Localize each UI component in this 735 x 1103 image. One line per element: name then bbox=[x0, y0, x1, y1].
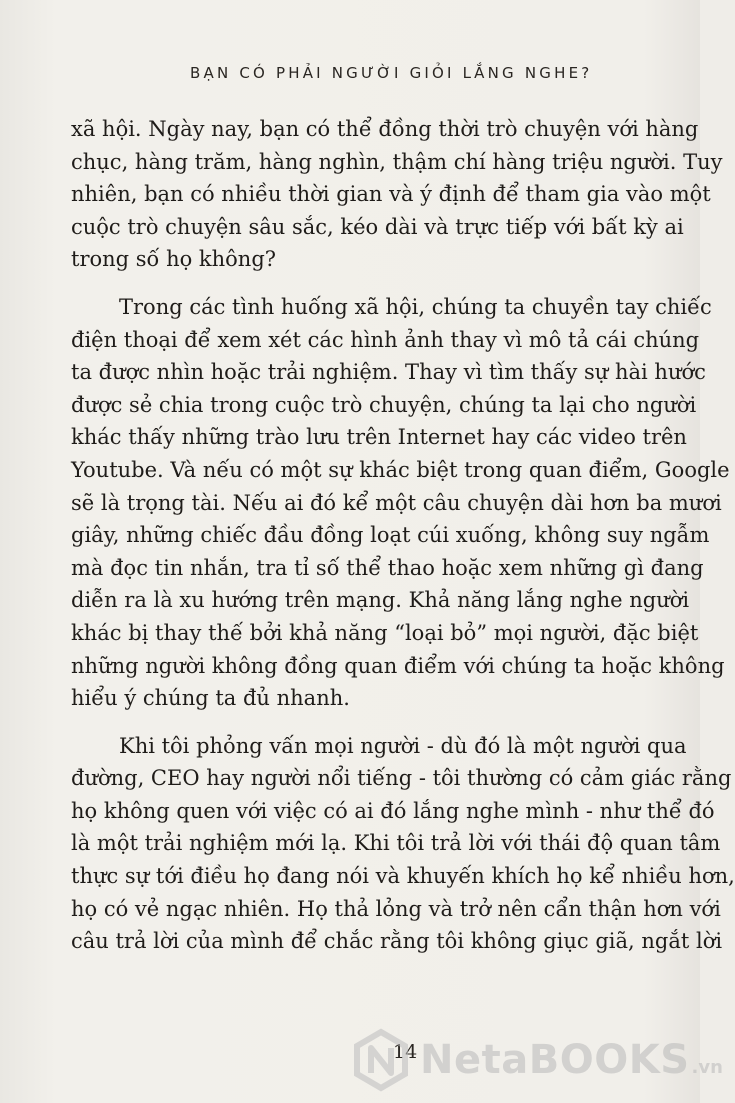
watermark-suffix: .vn bbox=[691, 1056, 723, 1078]
watermark bbox=[350, 1024, 723, 1096]
text-line: câu trả lời của mình để chắc rằng tôi không giục giã, ngắt lời bbox=[71, 929, 723, 954]
text-line: điện thoại để xem xét các hình ảnh thay vì mô tả cái chúng bbox=[71, 327, 700, 352]
text-line: Youtube. Và nếu có một sự khác biệt trong quan điểm, Google bbox=[71, 457, 730, 482]
text-line: họ có vẻ ngạc nhiên. Họ thả lỏng và trở nên cẩn thận hơn với bbox=[71, 896, 721, 921]
text-line: thực sự tới điều họ đang nói và khuyến khích họ kể nhiều hơn, bbox=[71, 864, 735, 889]
text-line: giây, những chiếc đầu đồng loạt cúi xuống, không suy ngẫm bbox=[71, 523, 710, 548]
text-line: khác bị thay thế bởi khả năng “loại bỏ” mọi người, đặc biệt bbox=[71, 620, 699, 645]
text-line: xã hội. Ngày nay, bạn có thể đồng thời trò chuyện với hàng bbox=[71, 117, 699, 141]
text-line: trong số họ không? bbox=[71, 247, 277, 272]
text-line: nhiên, bạn có nhiều thời gian và ý định để tham gia vào một bbox=[71, 182, 711, 207]
text-line: khác thấy những trào lưu trên Internet hay các video trên bbox=[71, 425, 687, 450]
text-line: mà đọc tin nhắn, tra tỉ số thể thao hoặc xem những gì đang bbox=[71, 555, 704, 580]
text-line: Khi tôi phỏng vấn mọi người - dù đó là một người qua bbox=[119, 733, 687, 758]
text-line: những người không đồng quan điểm với chúng ta hoặc không bbox=[71, 653, 725, 678]
running-header: BẠN CÓ PHẢI NGƯỜI GIỎI LẮNG NGHE? bbox=[190, 64, 593, 82]
neta-n-hexagon-icon bbox=[350, 1029, 412, 1091]
text-line: đường, CEO hay người nổi tiếng - tôi thường có cảm giác rằng bbox=[71, 766, 732, 791]
text-line: diễn ra là xu hướng trên mạng. Khả năng lắng nghe người bbox=[71, 588, 690, 613]
text-line: là một trải nghiệm mới lạ. Khi tôi trả lời với thái độ quan tâm bbox=[71, 831, 721, 856]
body-text bbox=[71, 113, 735, 958]
text-line: họ không quen với việc có ai đó lắng nghe mình - như thể đó bbox=[71, 798, 715, 823]
text-line: được sẻ chia trong cuộc trò chuyện, chúng ta lại cho người bbox=[71, 392, 697, 417]
text-line: Trong các tình huống xã hội, chúng ta chuyền tay chiếc bbox=[119, 294, 712, 319]
text-line: sẽ là trọng tài. Nếu ai đó kể một câu chuyện dài hơn ba mươi bbox=[71, 490, 722, 515]
page-number: 14 bbox=[393, 1041, 418, 1063]
text-line: ta được nhìn hoặc trải nghiệm. Thay vì tìm thấy sự hài hước bbox=[71, 360, 706, 385]
text-line: hiểu ý chúng ta đủ nhanh. bbox=[71, 686, 350, 711]
watermark-brand: NetaBOOKS bbox=[420, 1037, 690, 1083]
paragraph-2 bbox=[71, 291, 730, 715]
paragraph-3 bbox=[71, 730, 735, 958]
text-line: chục, hàng trăm, hàng nghìn, thậm chí hàng triệu người. Tuy bbox=[71, 149, 723, 174]
text-line: cuộc trò chuyện sâu sắc, kéo dài và trực tiếp với bất kỳ ai bbox=[71, 214, 684, 239]
paragraph-1 bbox=[71, 113, 723, 276]
